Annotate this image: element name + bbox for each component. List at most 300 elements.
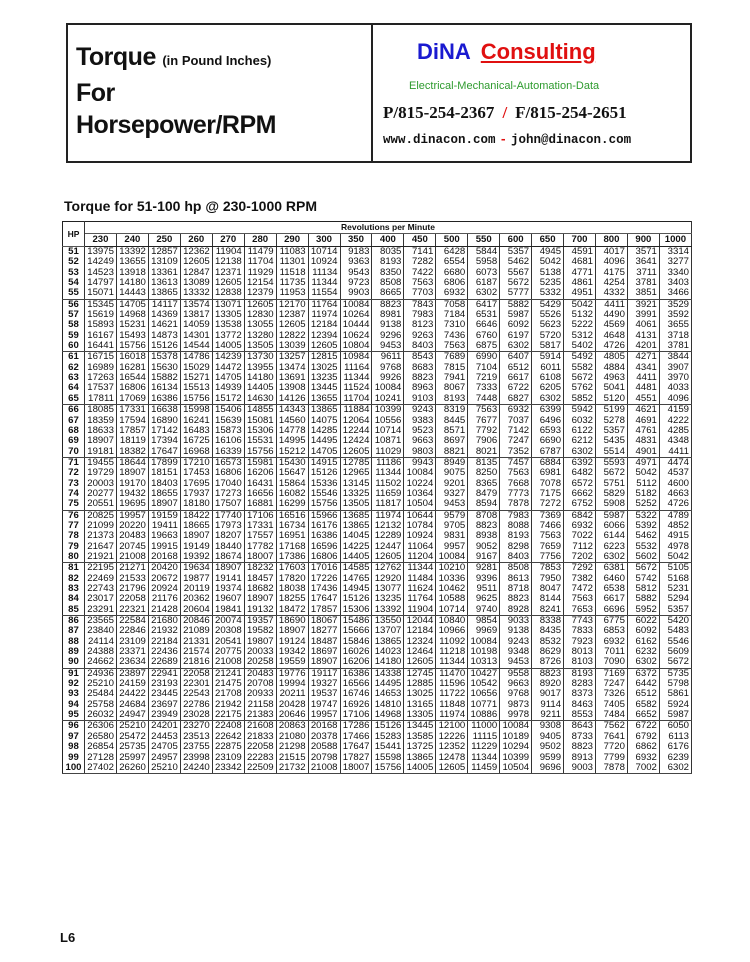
torque-cell: 21708: [212, 689, 244, 699]
torque-cell: 12822: [276, 331, 308, 341]
torque-cell: 12424: [340, 436, 372, 446]
torque-cell: 16806: [116, 383, 148, 393]
torque-cell: 10084: [340, 299, 372, 310]
rpm-header-cell: 450: [404, 234, 436, 247]
torque-cell: 22584: [116, 616, 148, 627]
contact-phones: [383, 103, 627, 123]
table-row: [63, 341, 692, 352]
torque-cell: 8823: [404, 373, 436, 383]
torque-cell: 6197: [500, 331, 532, 341]
hp-cell: 64: [63, 383, 85, 393]
rpm-header-cell: 800: [596, 234, 628, 247]
torque-cell: 4285: [659, 426, 691, 436]
torque-cell: 6806: [436, 278, 468, 288]
torque-cell: 6205: [532, 383, 564, 393]
hp-cell: 74: [63, 489, 85, 499]
rpm-header-cell: 550: [468, 234, 500, 247]
torque-cell: 7653: [564, 605, 596, 616]
torque-cell: 12815: [308, 352, 340, 363]
torque-cell: 8643: [564, 721, 596, 732]
torque-cell: 19663: [148, 531, 180, 541]
torque-cell: 5105: [659, 563, 691, 574]
table-row: [63, 247, 692, 258]
torque-cell: 12352: [436, 742, 468, 752]
torque-cell: 5735: [659, 668, 691, 679]
table-row: [63, 657, 692, 668]
torque-cell: 18682: [244, 584, 276, 594]
torque-cell: 11083: [276, 247, 308, 258]
torque-cell: 12785: [340, 457, 372, 468]
torque-cell: 14225: [340, 542, 372, 552]
torque-cell: 7112: [564, 542, 596, 552]
torque-cell: 5914: [532, 352, 564, 363]
torque-cell: 15756: [116, 341, 148, 352]
table-row: [63, 447, 692, 458]
torque-cell: 6827: [500, 394, 532, 405]
torque-cell: 12605: [436, 763, 468, 774]
rpm-header-cell: 280: [244, 234, 276, 247]
torque-cell: 7563: [500, 468, 532, 478]
torque-cell: 4621: [627, 405, 659, 416]
torque-cell: 8823: [564, 742, 596, 752]
torque-cell: 21608: [244, 721, 276, 732]
torque-cell: 12920: [372, 574, 404, 584]
torque-cell: 17263: [85, 373, 117, 383]
torque-cell: 15126: [372, 721, 404, 732]
torque-cell: 7422: [404, 268, 436, 278]
torque-cell: 8508: [500, 563, 532, 574]
torque-cell: 12605: [276, 320, 308, 330]
torque-cell: 15513: [180, 383, 212, 393]
torque-cell: 14968: [116, 310, 148, 320]
torque-cell: 13025: [308, 363, 340, 373]
torque-cell: 9523: [404, 426, 436, 436]
torque-cell: 14005: [212, 341, 244, 352]
torque-cell: 20483: [116, 531, 148, 541]
torque-cell: 8435: [532, 626, 564, 636]
torque-cell: 14180: [244, 373, 276, 383]
torque-cell: 6538: [596, 584, 628, 594]
torque-cell: 6223: [596, 542, 628, 552]
torque-cell: 8479: [468, 489, 500, 499]
torque-cell: 21475: [212, 679, 244, 689]
torque-cell: 7202: [564, 552, 596, 563]
torque-cell: 4591: [564, 247, 596, 258]
torque-cell: 3970: [659, 373, 691, 383]
torque-cell: 9926: [372, 373, 404, 383]
torque-cell: 18440: [212, 542, 244, 552]
torque-cell: 21428: [148, 605, 180, 616]
torque-cell: 9740: [468, 605, 500, 616]
hp-cell: 93: [63, 689, 85, 699]
torque-cell: 13235: [372, 594, 404, 604]
torque-cell: 16241: [180, 416, 212, 426]
torque-cell: 13685: [340, 510, 372, 521]
torque-cell: 13445: [308, 383, 340, 393]
torque-cell: 22283: [244, 753, 276, 763]
torque-cell: 6460: [596, 574, 628, 584]
torque-cell: 14544: [180, 341, 212, 352]
torque-cell: 14405: [340, 552, 372, 563]
torque-cell: 4411: [659, 447, 691, 458]
torque-cell: 17557: [244, 531, 276, 541]
torque-cell: 12857: [148, 247, 180, 258]
torque-cell: 21942: [212, 700, 244, 710]
torque-cell: 10399: [500, 753, 532, 763]
torque-cell: 24936: [85, 668, 117, 679]
torque-cell: 4348: [659, 436, 691, 446]
torque-cell: 11092: [436, 637, 468, 647]
website-link[interactable]: www.dinacon.com: [383, 133, 496, 147]
torque-cell: 17016: [308, 563, 340, 574]
torque-cell: 8718: [500, 584, 532, 594]
torque-cell: 17226: [308, 574, 340, 584]
torque-cell: 6862: [627, 742, 659, 752]
torque-cell: 7484: [596, 710, 628, 721]
torque-cell: 4771: [564, 268, 596, 278]
torque-cell: 21298: [276, 742, 308, 752]
table-row: [63, 510, 692, 521]
torque-cell: 13655: [116, 257, 148, 267]
torque-cell: 6302: [500, 341, 532, 352]
table-row: [63, 394, 692, 405]
table-row: [63, 310, 692, 320]
torque-cell: 18644: [116, 457, 148, 468]
torque-cell: 4884: [596, 363, 628, 373]
torque-cell: 16725: [180, 436, 212, 446]
torque-cell: 4901: [627, 447, 659, 458]
torque-cell: 11344: [468, 753, 500, 763]
torque-cell: 15531: [244, 436, 276, 446]
table-row: [63, 574, 692, 584]
torque-cell: 5908: [596, 499, 628, 510]
torque-cell: 17040: [212, 479, 244, 489]
torque-cell: 13975: [85, 247, 117, 258]
torque-cell: 6144: [596, 531, 628, 541]
torque-cell: 11735: [276, 278, 308, 288]
torque-cell: 12605: [404, 657, 436, 668]
torque-cell: 19776: [276, 668, 308, 679]
torque-cell: 20168: [308, 721, 340, 732]
hp-cell: 68: [63, 426, 85, 436]
table-row: [63, 457, 692, 468]
hp-cell: 75: [63, 499, 85, 510]
torque-cell: 17273: [212, 489, 244, 499]
torque-cell: 26854: [85, 742, 117, 752]
torque-cell: 20168: [148, 552, 180, 563]
torque-cell: 24114: [85, 637, 117, 647]
torque-cell: 9052: [468, 542, 500, 552]
torque-cell: 19957: [308, 710, 340, 721]
torque-cell: 21680: [148, 616, 180, 627]
torque-cell: 19994: [276, 679, 308, 689]
hp-cell: 57: [63, 310, 85, 320]
table-row: [63, 320, 692, 330]
torque-cell: 23109: [116, 637, 148, 647]
torque-cell: 8144: [532, 594, 564, 604]
torque-cell: 13474: [276, 363, 308, 373]
torque-cell: 13865: [372, 637, 404, 647]
torque-cell: 4481: [627, 383, 659, 393]
torque-cell: 4726: [659, 499, 691, 510]
torque-cell: 15966: [308, 510, 340, 521]
torque-cell: 21647: [85, 542, 117, 552]
torque-cell: 6760: [468, 331, 500, 341]
torque-cell: 8571: [436, 426, 468, 436]
hp-cell: 56: [63, 299, 85, 310]
torque-cell: 22175: [212, 710, 244, 721]
torque-cell: 11884: [340, 405, 372, 416]
torque-cell: 19181: [85, 447, 117, 458]
torque-cell: 16746: [340, 689, 372, 699]
table-title: Torque for 51-100 hp @ 230-1000 RPM: [64, 198, 318, 214]
torque-cell: 11344: [404, 563, 436, 574]
torque-cell: 5392: [627, 521, 659, 531]
torque-cell: 18674: [212, 552, 244, 563]
torque-cell: 8938: [468, 531, 500, 541]
torque-cell: 11502: [372, 479, 404, 489]
table-row: [63, 436, 692, 446]
torque-cell: 19807: [244, 637, 276, 647]
torque-cell: 22543: [180, 689, 212, 699]
torque-cell: 21732: [276, 763, 308, 774]
torque-cell: 5041: [596, 383, 628, 393]
torque-cell: 13908: [276, 383, 308, 393]
torque-cell: 24684: [116, 700, 148, 710]
torque-cell: 7011: [596, 647, 628, 657]
torque-cell: 17782: [244, 542, 276, 552]
torque-cell: 18697: [308, 647, 340, 657]
torque-cell: 6593: [532, 426, 564, 436]
torque-cell: 5042: [627, 468, 659, 478]
torque-cell: 15666: [340, 626, 372, 636]
torque-cell: 16431: [244, 479, 276, 489]
torque-cell: 5112: [627, 479, 659, 489]
torque-cell: 16544: [116, 373, 148, 383]
torque-cell: 9579: [436, 510, 468, 521]
hp-cell: 54: [63, 278, 85, 288]
torque-cell: 11848: [436, 700, 468, 710]
torque-cell: 3991: [627, 310, 659, 320]
torque-cell: 16134: [148, 383, 180, 393]
torque-cell: 15441: [372, 742, 404, 752]
table-header-row: [63, 222, 692, 234]
torque-cell: 15630: [148, 363, 180, 373]
hp-cell: 98: [63, 742, 85, 752]
hp-cell: 94: [63, 700, 85, 710]
table-row: [63, 742, 692, 752]
torque-cell: 15271: [180, 373, 212, 383]
torque-cell: 10886: [468, 710, 500, 721]
torque-cell: 14585: [340, 563, 372, 574]
torque-cell: 8021: [468, 447, 500, 458]
torque-cell: 19149: [180, 542, 212, 552]
torque-cell: 9625: [468, 594, 500, 604]
torque-cell: 13817: [180, 310, 212, 320]
torque-cell: 16968: [180, 447, 212, 458]
torque-cell: 17647: [340, 742, 372, 752]
torque-cell: 3314: [659, 247, 691, 258]
table-row: [63, 679, 692, 689]
torque-cell: 7333: [468, 383, 500, 393]
torque-cell: 16989: [85, 363, 117, 373]
torque-cell: 12379: [244, 288, 276, 299]
torque-cell: 15283: [372, 732, 404, 742]
torque-cell: 17331: [116, 405, 148, 416]
hp-column-header: HP: [63, 222, 85, 247]
torque-cell: 11764: [308, 299, 340, 310]
torque-cell: 16299: [276, 499, 308, 510]
torque-cell: 10462: [436, 584, 468, 594]
torque-cell: 18085: [85, 405, 117, 416]
torque-cell: 9003: [564, 763, 596, 774]
torque-cell: 6381: [596, 563, 628, 574]
torque-cell: 18403: [148, 479, 180, 489]
torque-cell: 5567: [500, 268, 532, 278]
torque-cell: 13865: [148, 288, 180, 299]
table-row: [63, 499, 692, 510]
torque-cell: 15619: [85, 310, 117, 320]
torque-cell: 10427: [468, 668, 500, 679]
torque-cell: 9543: [340, 268, 372, 278]
torque-cell: 21099: [85, 521, 117, 531]
torque-cell: 15406: [212, 405, 244, 416]
torque-cell: 10313: [468, 657, 500, 668]
torque-cell: 22509: [244, 763, 276, 774]
torque-cell: 10294: [500, 742, 532, 752]
torque-cell: 9383: [404, 416, 436, 426]
torque-cell: 19117: [308, 668, 340, 679]
rpm-header-cell: 300: [308, 234, 340, 247]
torque-cell: 24201: [148, 721, 180, 732]
torque-cell: 5582: [564, 363, 596, 373]
brand-name: [417, 39, 596, 65]
torque-cell: 20362: [180, 594, 212, 604]
torque-cell: 6092: [627, 626, 659, 636]
torque-cell: 10966: [436, 626, 468, 636]
torque-cell: 8193: [564, 668, 596, 679]
torque-cell: 4411: [596, 299, 628, 310]
torque-cell: 5720: [532, 331, 564, 341]
torque-cell: 6652: [627, 710, 659, 721]
torque-cell: 9348: [500, 647, 532, 657]
rpm-header-cell: 250: [148, 234, 180, 247]
hp-cell: 96: [63, 721, 85, 732]
torque-cell: 21176: [148, 594, 180, 604]
torque-cell: 12838: [212, 288, 244, 299]
torque-cell: 10714: [372, 426, 404, 436]
torque-cell: 5462: [500, 257, 532, 267]
torque-cell: 13077: [372, 584, 404, 594]
torque-cell: 6932: [564, 521, 596, 531]
torque-cell: 3907: [659, 363, 691, 373]
torque-cell: 5322: [627, 510, 659, 521]
torque-cell: 6554: [436, 257, 468, 267]
torque-cell: 15756: [372, 763, 404, 774]
torque-cell: 14075: [308, 416, 340, 426]
email-link[interactable]: john@dinacon.com: [511, 133, 632, 147]
torque-cell: 5623: [532, 320, 564, 330]
torque-cell: 8067: [436, 383, 468, 393]
torque-cell: 14126: [276, 394, 308, 405]
torque-cell: 20211: [276, 689, 308, 699]
table-row: [63, 405, 692, 416]
rpm-header-cell: 350: [340, 234, 372, 247]
torque-cell: 25210: [85, 679, 117, 689]
torque-cell: 20863: [276, 721, 308, 732]
torque-cell: 14023: [372, 647, 404, 657]
torque-cell: 13109: [148, 257, 180, 267]
torque-cell: 8350: [372, 268, 404, 278]
torque-cell: 19132: [244, 605, 276, 616]
torque-cell: 21089: [180, 626, 212, 636]
torque-cell: 9831: [436, 531, 468, 541]
torque-cell: 4159: [659, 405, 691, 416]
torque-cell: 12064: [340, 416, 372, 426]
torque-cell: 6572: [564, 479, 596, 489]
torque-cell: 7352: [500, 447, 532, 458]
torque-cell: 22436: [148, 647, 180, 657]
torque-cell: 9768: [372, 363, 404, 373]
rpm-header-cell: 400: [372, 234, 404, 247]
torque-cell: 17069: [116, 394, 148, 405]
table-row: [63, 668, 692, 679]
torque-cell: 5532: [627, 542, 659, 552]
torque-cell: 13235: [308, 373, 340, 383]
torque-cell: 12605: [308, 341, 340, 352]
torque-cell: 20708: [244, 679, 276, 689]
torque-cell: 5609: [659, 647, 691, 657]
torque-cell: 14443: [116, 288, 148, 299]
torque-cell: 16926: [340, 700, 372, 710]
torque-cell: 11764: [404, 594, 436, 604]
torque-cell: 23017: [85, 594, 117, 604]
torque-cell: 9263: [404, 331, 436, 341]
torque-cell: 3781: [659, 341, 691, 352]
torque-cell: 7677: [468, 416, 500, 426]
torque-cell: 19582: [244, 626, 276, 636]
torque-cell: 10840: [436, 616, 468, 627]
torque-cell: 9558: [500, 668, 532, 679]
torque-cell: 9243: [500, 637, 532, 647]
torque-cell: 22321: [116, 605, 148, 616]
torque-cell: 7448: [468, 394, 500, 405]
torque-cell: 15172: [212, 394, 244, 405]
torque-cell: 18232: [244, 563, 276, 574]
torque-cell: 13505: [244, 341, 276, 352]
torque-cell: 6392: [564, 457, 596, 468]
torque-cell: 22786: [180, 700, 212, 710]
torque-cell: 7799: [596, 753, 628, 763]
torque-cell: 12289: [372, 531, 404, 541]
torque-cell: 14915: [308, 457, 340, 468]
torque-cell: 13725: [404, 742, 436, 752]
hp-cell: 62: [63, 363, 85, 373]
torque-cell: 14495: [308, 436, 340, 446]
torque-cell: 16206: [340, 657, 372, 668]
torque-cell: 22058: [180, 668, 212, 679]
torque-cell: 12762: [372, 563, 404, 574]
torque-cell: 9696: [532, 763, 564, 774]
hp-cell: 51: [63, 247, 85, 258]
torque-cell: 10656: [468, 689, 500, 699]
torque-cell: 6212: [564, 436, 596, 446]
torque-cell: 14810: [372, 700, 404, 710]
torque-cell: 15756: [244, 447, 276, 458]
torque-cell: 14778: [276, 426, 308, 436]
table-row: [63, 416, 692, 426]
torque-cell: 3529: [659, 299, 691, 310]
